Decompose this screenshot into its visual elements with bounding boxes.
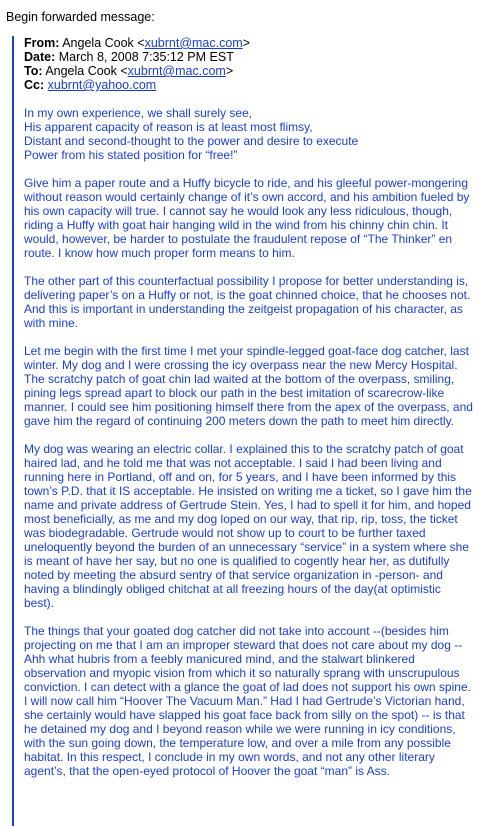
message-body [24, 106, 474, 778]
from-label: From: [24, 36, 60, 50]
header-to [24, 64, 474, 78]
paragraph: Let me begin with the first time I met your spindle-legged goat-face dog catcher, last winter. My dog and I were crossing the icy overpass near the new Mercy Hospital. The scratchy patch of goat chin lad waited at the bottom of the overpass, smiling, pining legs spread apart to block our path in the best imitation of scarecrow-like manner. I could see him positioning himself there from the apex of the overpass, and gave him the regard of continuing 200 meters down the path to meet him directly. [24, 344, 473, 428]
to-tail: > [225, 64, 234, 78]
header-from [24, 36, 474, 50]
poem-line: Distant and second-thought to the power and desire to execute [24, 134, 359, 148]
cc-label: Cc: [24, 78, 45, 92]
from-email-link[interactable]: xubrnt@mac.com [144, 36, 243, 50]
header-cc [24, 78, 474, 92]
poem-line: In my own experience, we shall surely see, [24, 106, 253, 120]
paragraph: Give him a paper route and a Huffy bicycle to ride, and his gleeful power-mongering without reason would certainly change of it’s own accord, and his ambition fueled by his own capacity will true. I cannot say he would look any less ridiculous, though, riding a Huffy with goat hair hanging wild in the wind from his chinny chin chin. It would, however, be harder to postulate the fraudulent repose of “The Thinker” en route. I know how much proper form means to him. [24, 176, 470, 260]
quoted-message [12, 36, 474, 826]
poem [24, 106, 474, 162]
paragraph: The things that your goated dog catcher did not take into account --(besides him projecting on me that I am an improper steward that does not care about my dog -- Ahh what hubris from a feebly manicured mind, and the stalwart blinkered observation and myopic vision from which it so naturally sprang with unscrupulous conviction. I can detect with a glance the goat of lad does not support his own spine. I will now call him “Hoover The Vacuum Man.” Had I had Gertrude’s Victorian hand, she certainly would have slapped his goat face back from silly on the spot) -- is that he detained my dog and I beyond reason while we were running in icy conditions, with the sun going down, the temperature low, and over a mile from any possible habitat. In this respect, I conclude in my own words, and not any other literary agent’s, that the open-eyed protocol of Hoover the goat “man” is Ass. [24, 624, 471, 778]
date-value: March 8, 2008 7:35:12 PM EST [58, 50, 234, 64]
date-label: Date: [24, 50, 56, 64]
cc-email-link[interactable]: xubrnt@yahoo.com [47, 78, 157, 92]
paragraph: My dog was wearing an electric collar. I explained this to the scratchy patch of goat haired lad, and he told me that was not acceptable. I said I had been living and running here in Portland, off and on, for 5 years, and I have been informed by this town’s P.D. that it IS acceptable. He insisted on writing me a ticket, so I gave him the name and private address of Gertrude Stein. Yes, I had to spell it for him, and hoped most beneficially, as me and my dog loped on our way, that rip, rip, toss, the ticket was biodegradable. Gertrude would not show up to court to be further taxed uneloquently beyond the burden of an unnecessary “service” in a system where she is meant of have her say, but no one is qualified to cogently hear her, as dutifully noted by meeting the absurd sentry of that service organization in -person- and having a blindingly obliged chitchat at all freezing hours of the day(at optimistic best). [24, 442, 472, 610]
from-tail: > [242, 36, 251, 50]
to-name: Angela Cook < [45, 64, 128, 78]
paragraph: The other part of this counterfactual possibility I propose for better understanding is, delivering paper’s on a Huffy or not, is the goat chinned choice, that he chooses not. And this is important in understanding the zeitgeist propagation of his character, as with mine. [24, 274, 471, 330]
from-name: Angela Cook < [62, 36, 145, 50]
forwarded-message-intro: Begin forwarded message: [6, 10, 155, 24]
to-label: To: [24, 64, 43, 78]
poem-line: His apparent capacity of reason is at least most flimsy, [24, 120, 313, 134]
poem-line: Power from his stated position for “free!” [24, 148, 238, 162]
to-email-link[interactable]: xubrnt@mac.com [127, 64, 226, 78]
header-date [24, 50, 474, 64]
message-headers [24, 36, 474, 92]
